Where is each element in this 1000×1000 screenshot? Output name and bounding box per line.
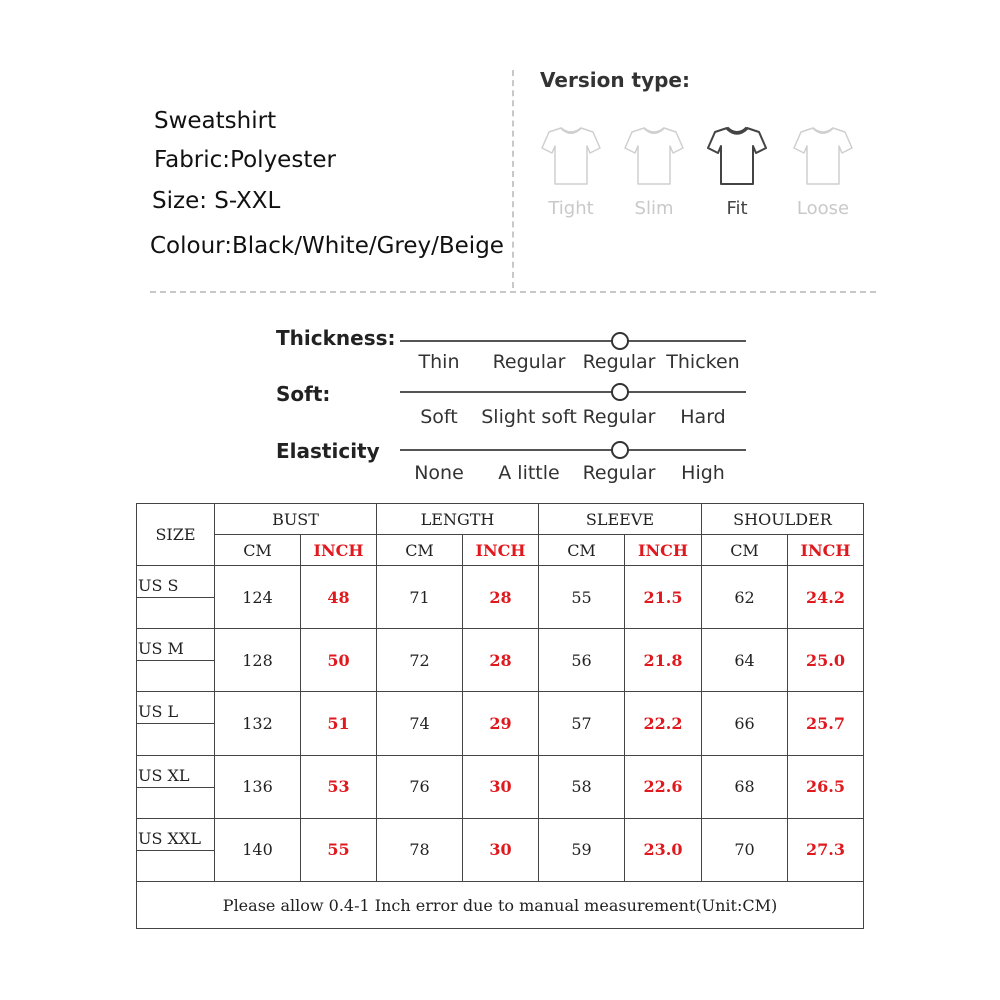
size-underline	[137, 597, 214, 598]
version-type-label: Fit	[726, 198, 748, 219]
unit-inch: INCH	[301, 535, 377, 566]
colour-row	[150, 233, 504, 259]
tshirt-icon	[622, 122, 686, 190]
size-name: US XXL	[138, 828, 201, 848]
inch-value: 30	[463, 755, 539, 818]
inch-value: 25.7	[788, 692, 864, 755]
horizontal-divider	[150, 291, 876, 293]
scale-option: None	[414, 462, 464, 484]
size-underline	[137, 660, 214, 661]
fabric-label: Fabric:	[154, 147, 231, 173]
cm-value: 68	[702, 755, 788, 818]
size-label: Size:	[152, 188, 207, 214]
inch-value: 48	[301, 566, 377, 629]
cm-value: 57	[539, 692, 625, 755]
cm-value: 64	[702, 629, 788, 692]
size-underline	[137, 723, 214, 724]
version-type-label: Tight	[548, 198, 594, 219]
unit-cm: CM	[539, 535, 625, 566]
colour-label: Colour:	[150, 233, 232, 259]
cm-value: 59	[539, 818, 625, 881]
scale-option: Slight soft	[481, 406, 577, 428]
scale-option: Regular	[582, 351, 656, 373]
scale-option: Soft	[420, 406, 458, 428]
scale-option: High	[681, 462, 725, 484]
version-type-option	[619, 122, 689, 219]
scale-option: A little	[498, 462, 560, 484]
scale-option: Hard	[680, 406, 726, 428]
table-row	[137, 818, 864, 881]
inch-value: 25.0	[788, 629, 864, 692]
inch-value: 21.8	[625, 629, 702, 692]
tshirt-icon	[705, 122, 769, 190]
inch-value: 30	[463, 818, 539, 881]
inch-value: 53	[301, 755, 377, 818]
unit-cm: CM	[215, 535, 301, 566]
unit-cm: CM	[377, 535, 463, 566]
cm-value: 58	[539, 755, 625, 818]
fabric-row	[154, 147, 336, 173]
group-header-length: LENGTH	[377, 504, 539, 535]
scale-label: Thickness:	[276, 326, 396, 350]
cm-value: 72	[377, 629, 463, 692]
size-cell	[137, 566, 215, 629]
size-name: US S	[138, 576, 179, 595]
inch-value: 26.5	[788, 755, 864, 818]
cm-value: 66	[702, 692, 788, 755]
colour-value: Black/White/Grey/Beige	[231, 233, 504, 259]
inch-value: 27.3	[788, 818, 864, 881]
size-chart-table	[136, 503, 864, 929]
size-underline	[137, 850, 214, 851]
table-row	[137, 692, 864, 755]
scale-label: Soft:	[276, 382, 331, 406]
cm-value: 55	[539, 566, 625, 629]
fabric-value: Polyester	[230, 147, 336, 173]
version-type-label: Loose	[796, 198, 850, 219]
vertical-divider	[512, 70, 514, 288]
size-name: US M	[138, 639, 184, 659]
unit-cm: CM	[702, 535, 788, 566]
cm-value: 78	[377, 818, 463, 881]
scale-track	[400, 340, 746, 342]
scale-marker	[611, 332, 629, 350]
unit-inch: INCH	[788, 535, 864, 566]
scale-track	[400, 391, 746, 393]
inch-value: 24.2	[788, 566, 864, 629]
inch-value: 28	[463, 566, 539, 629]
scale-label: Elasticity	[276, 439, 380, 463]
cm-value: 128	[215, 629, 301, 692]
group-header-bust: BUST	[215, 504, 377, 535]
scale-option: Regular	[492, 351, 566, 373]
size-cell	[137, 629, 215, 692]
size-cell	[137, 755, 215, 818]
cm-value: 132	[215, 692, 301, 755]
inch-value: 51	[301, 692, 377, 755]
unit-inch: INCH	[625, 535, 702, 566]
cm-value: 62	[702, 566, 788, 629]
size-name: US L	[138, 702, 179, 722]
unit-inch: INCH	[463, 535, 539, 566]
inch-value: 55	[301, 818, 377, 881]
size-underline	[137, 787, 214, 788]
inch-value: 21.5	[625, 566, 702, 629]
scale-option: Regular	[582, 406, 656, 428]
version-type-option	[702, 122, 772, 219]
size-header: SIZE	[137, 504, 215, 566]
cm-value: 70	[702, 818, 788, 881]
inch-value: 22.2	[625, 692, 702, 755]
scale-option: Thin	[418, 351, 460, 373]
product-name: Sweatshirt	[154, 108, 277, 134]
table-row	[137, 629, 864, 692]
cm-value: 124	[215, 566, 301, 629]
scale-option: Regular	[582, 462, 656, 484]
version-type-option	[536, 122, 606, 219]
inch-value: 29	[463, 692, 539, 755]
inch-value: 28	[463, 629, 539, 692]
version-type-title: Version type:	[540, 68, 690, 92]
inch-value: 22.6	[625, 755, 702, 818]
scale-marker	[611, 383, 629, 401]
table-row	[137, 566, 864, 629]
cm-value: 56	[539, 629, 625, 692]
size-row	[152, 188, 280, 214]
inch-value: 23.0	[625, 818, 702, 881]
table-row	[137, 755, 864, 818]
inch-value: 50	[301, 629, 377, 692]
cm-value: 136	[215, 755, 301, 818]
group-header-sleeve: SLEEVE	[539, 504, 702, 535]
version-type-label: Slim	[634, 198, 674, 219]
cm-value: 74	[377, 692, 463, 755]
size-name: US XL	[138, 765, 190, 785]
group-header-shoulder: SHOULDER	[702, 504, 864, 535]
version-type-option	[788, 122, 858, 219]
measurement-footnote: Please allow 0.4-1 Inch error due to manual measurement(Unit:CM)	[137, 882, 864, 929]
tshirt-icon	[791, 122, 855, 190]
cm-value: 140	[215, 818, 301, 881]
size-cell	[137, 818, 215, 881]
tshirt-icon	[539, 122, 603, 190]
size-rows	[137, 566, 864, 882]
scale-option: Thicken	[666, 351, 740, 373]
size-cell	[137, 692, 215, 755]
cm-value: 76	[377, 755, 463, 818]
cm-value: 71	[377, 566, 463, 629]
scale-marker	[611, 441, 629, 459]
scale-track	[400, 449, 746, 451]
size-value: S-XXL	[214, 188, 281, 214]
